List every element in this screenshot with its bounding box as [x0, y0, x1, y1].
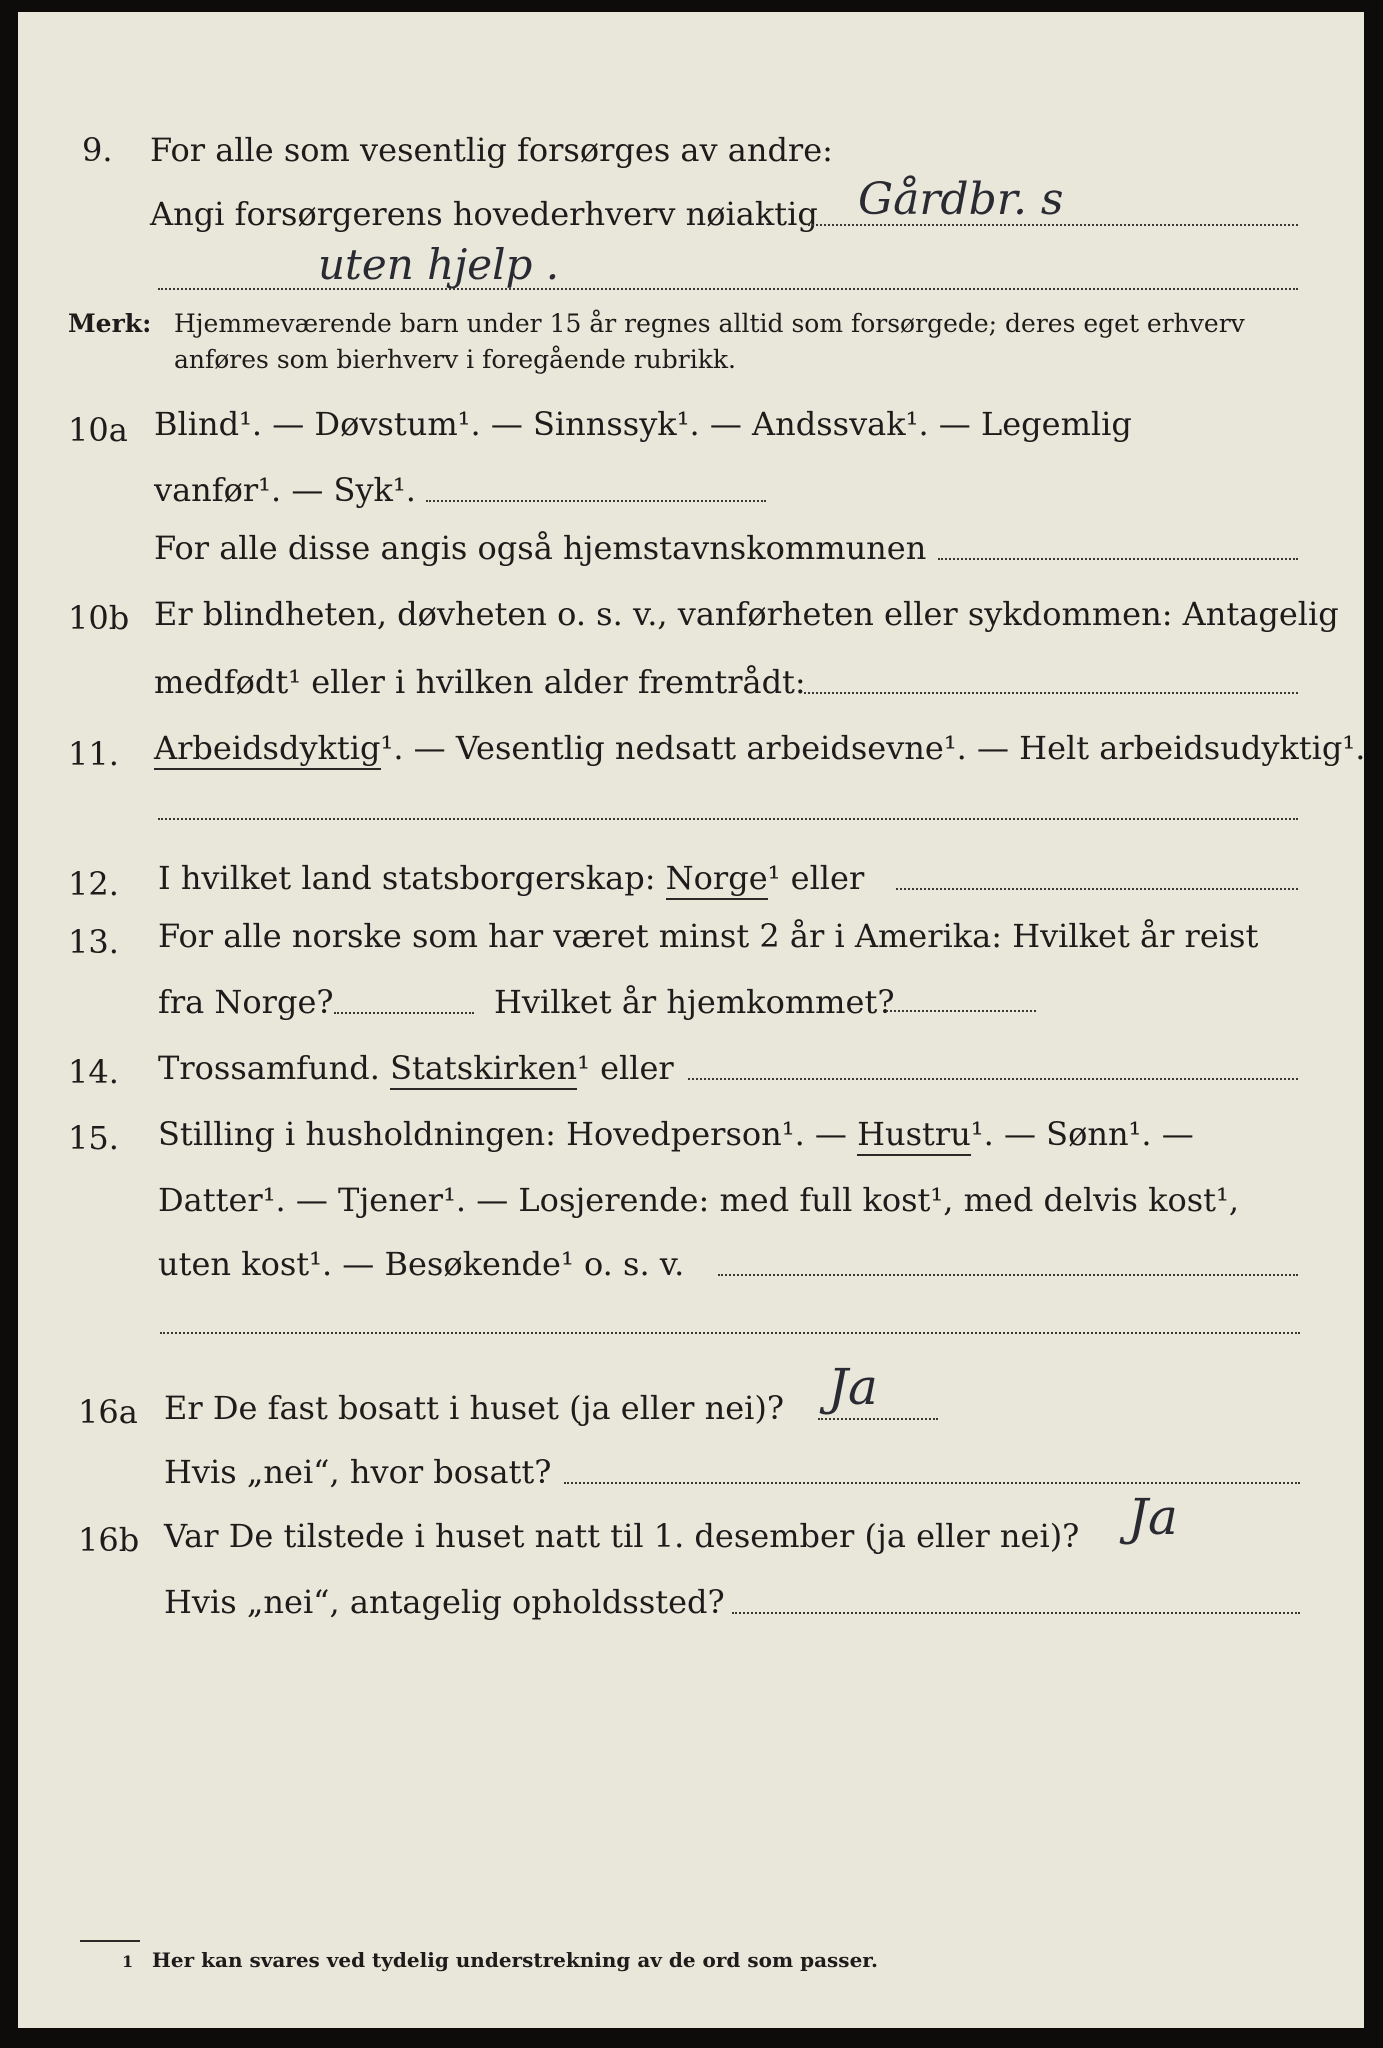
q10b-line2: medfødt¹ eller i hvilken alder fremtrådt: — [154, 663, 806, 701]
q9-line1: For alle som vesentlig forsørges av andre: — [150, 131, 833, 169]
q10a-answer-line — [426, 500, 766, 502]
item-number-14: 14. — [68, 1053, 119, 1091]
item-number-10b: 10b — [68, 599, 130, 637]
merk-line2: anføres som bierhverv i foregående rubrikk. — [174, 345, 736, 374]
item-number-15: 15. — [68, 1119, 119, 1157]
q10b-answer-line — [804, 692, 1298, 694]
q15-line1-pre: Stilling i husholdningen: Hovedperson¹. — — [158, 1115, 847, 1153]
q16a-residence-line — [564, 1482, 1300, 1484]
q11-extra-line — [158, 818, 1298, 820]
q13-return-year-line — [886, 1010, 1036, 1012]
item-number-9: 9. — [82, 131, 113, 169]
item-number-10a: 10a — [68, 411, 128, 449]
q15-answer-line — [718, 1274, 1298, 1276]
q9-line2: Angi forsørgerens hovederhverv nøiaktig — [150, 195, 818, 233]
q13-departure-year-line — [334, 1012, 474, 1014]
q16b-line2: Hvis „nei“, antagelig opholdssted? — [164, 1583, 725, 1621]
q9-handwritten-answer-2: uten hjelp . — [318, 240, 560, 289]
q15-line3: uten kost¹. — Besøkende¹ o. s. v. — [158, 1245, 685, 1283]
q13-line2b: Hvilket år hjemkommet? — [494, 983, 895, 1021]
q11-rest: ¹. — Vesentlig nedsatt arbeidsevne¹. — Helt arbeidsudyktig¹. — [380, 729, 1366, 767]
q15-line1 — [158, 1114, 1194, 1154]
q16a-handwritten-answer: Ja — [828, 1358, 878, 1416]
merk-line1: Hjemmeværende barn under 15 år regnes alltid som forsørgede; deres eget erhverv — [174, 309, 1245, 338]
footnote-text: Her kan svares ved tydelig understrekning av de ord som passer. — [152, 1948, 878, 1972]
q16a-answer-line — [818, 1418, 938, 1420]
footnote-marker: 1 — [122, 1952, 134, 1971]
q16b-handwritten-answer: Ja — [1128, 1488, 1178, 1546]
q16a-line2: Hvis „nei“, hvor bosatt? — [164, 1453, 552, 1491]
item-number-11 — [68, 734, 119, 774]
item-number-16b: 16b — [78, 1521, 140, 1559]
q10b-line1: Er blindheten, døvheten o. s. v., vanførheten eller sykdommen: Antagelig — [154, 595, 1339, 633]
q16b-location-line — [732, 1612, 1300, 1614]
q15-line2: Datter¹. — Tjener¹. — Losjerende: med full kost¹, med delvis kost¹, — [158, 1181, 1240, 1219]
q11-line — [154, 728, 1365, 768]
q16b-line1: Var De tilstede i huset natt til 1. desember (ja eller nei)? — [164, 1517, 1080, 1555]
q11-underlined-option: Arbeidsdyktig — [154, 729, 381, 770]
q10a-line3: For alle disse angis også hjemstavnskommunen — [154, 529, 927, 567]
q15-line1-post: ¹. — Sønn¹. — — [970, 1115, 1194, 1153]
q12-post: ¹ eller — [767, 859, 865, 897]
q12-question: I hvilket land statsborgerskap: — [158, 859, 656, 897]
q10a-line1: Blind¹. — Døvstum¹. — Sinnssyk¹. — Andssvak¹. — Legemlig — [154, 405, 1132, 443]
q16a-line1: Er De fast bosatt i huset (ja eller nei)? — [164, 1389, 785, 1427]
q14-underlined-option: Statskirken — [390, 1049, 577, 1090]
q11-number: 11. — [68, 735, 119, 773]
q13-line2a: fra Norge? — [158, 983, 334, 1021]
q12-line — [158, 858, 864, 898]
q9-handwritten-answer-1: Gårdbr. s — [858, 174, 1064, 225]
census-form-page — [18, 12, 1364, 2028]
q10a-line2: vanfør¹. — Syk¹. — [154, 471, 416, 509]
q10a-hometown-line — [938, 558, 1298, 560]
q15-extra-line — [160, 1332, 1300, 1334]
item-number-13: 13. — [68, 923, 119, 961]
q12-underlined-option: Norge — [666, 859, 768, 900]
q12-answer-line — [896, 888, 1298, 890]
q15-underlined-option: Hustru — [857, 1115, 971, 1156]
item-number-12: 12. — [68, 865, 119, 903]
q14-line — [158, 1048, 674, 1088]
q14-answer-line — [688, 1078, 1298, 1080]
merk-label: Merk: — [68, 309, 152, 338]
item-number-16a: 16a — [78, 1393, 138, 1431]
footnote-rule — [80, 1940, 140, 1942]
q13-line1: For alle norske som har været minst 2 år i Amerika: Hvilket år reist — [158, 917, 1259, 955]
q14-question: Trossamfund. — [158, 1049, 380, 1087]
q14-post: ¹ eller — [577, 1049, 674, 1087]
